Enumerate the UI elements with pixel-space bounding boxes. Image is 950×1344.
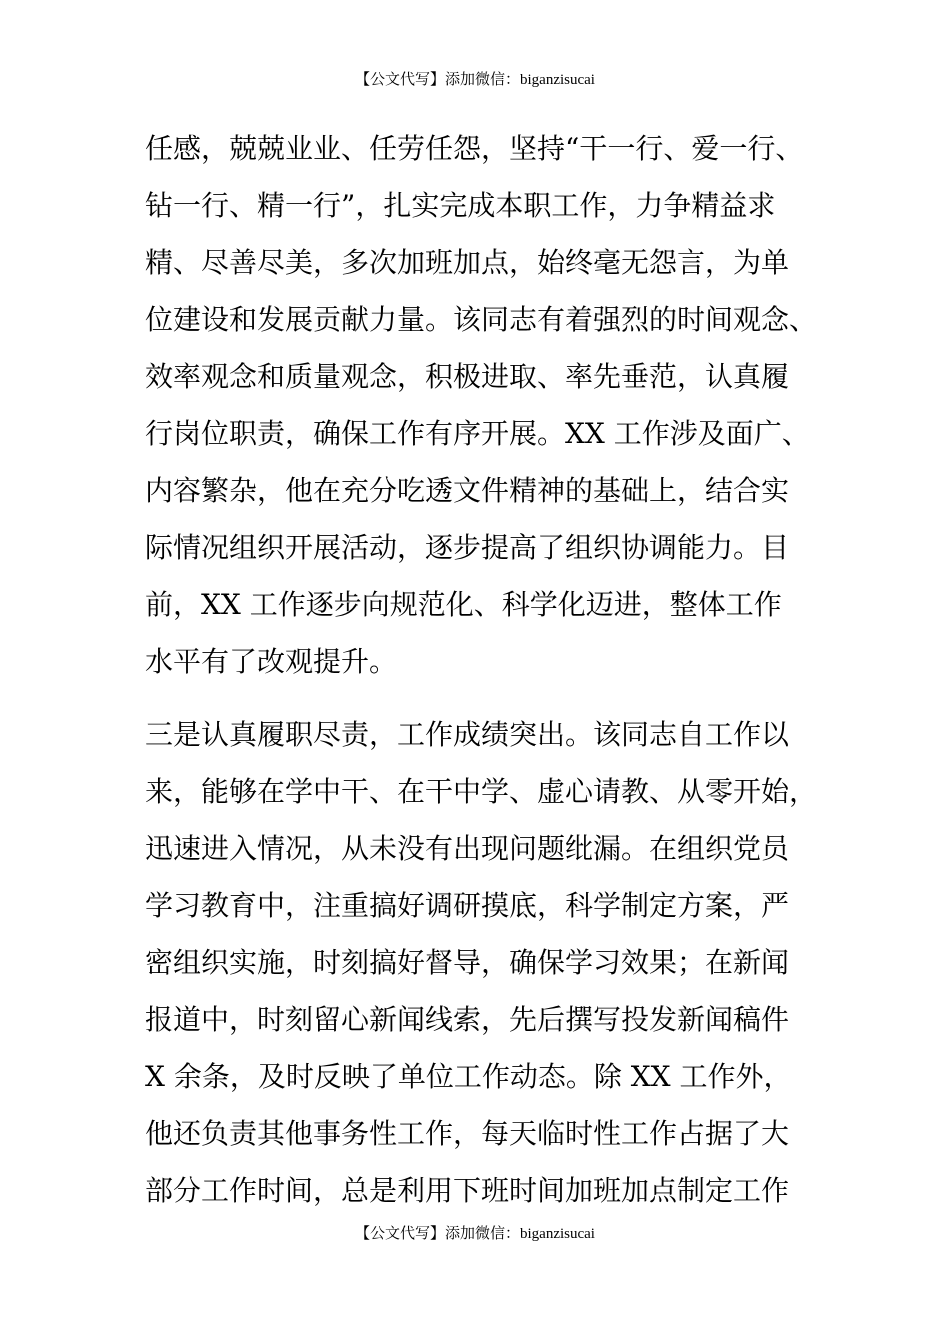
text-line: 部分工作时间，总是利用下班时间加班加点制定工作 (145, 1174, 790, 1207)
text-line: 密组织实施，时刻搞好督导，确保学习效果；在新闻 (145, 946, 790, 979)
text-line: 内容繁杂，他在充分吃透文件精神的基础上，结合实 (145, 474, 790, 507)
text-line: 他还负责其他事务性工作，每天临时性工作占据了大 (145, 1117, 790, 1150)
page-header: 【公文代写】添加微信：biganzisucai (355, 72, 595, 88)
paragraph-1 (145, 120, 845, 690)
text-line: 效率观念和质量观念，积极进取、率先垂范，认真履 (145, 360, 790, 393)
text-line: 任感，兢兢业业、任劳任怨，坚持“干一行、爱一行、 (145, 132, 804, 165)
text-line: 迅速进入情况，从未没有出现问题纰漏。在组织党员 (145, 832, 790, 865)
paragraph-2 (145, 706, 845, 1219)
paragraph-spacer (145, 690, 845, 706)
text-line: 行岗位职责，确保工作有序开展。XX 工作涉及面广、 (145, 417, 810, 450)
text-line: 钻一行、精一行”，扎实完成本职工作，力争精益求 (145, 189, 776, 222)
page-footer: 【公文代写】添加微信：biganzisucai (355, 1226, 595, 1242)
text-line: 来，能够在学中干、在干中学、虚心请教、从零开始， (145, 775, 818, 808)
text-line: 精、尽善尽美，多次加班加点，始终毫无怨言，为单 (145, 246, 790, 279)
text-line: 报道中，时刻留心新闻线索，先后撰写投发新闻稿件 (145, 1003, 790, 1036)
text-line: 学习教育中，注重搞好调研摸底，科学制定方案，严 (145, 889, 790, 922)
text-line: 水平有了改观提升。 (145, 645, 398, 678)
text-line: 前，XX 工作逐步向规范化、科学化迈进，整体工作 (145, 588, 782, 621)
text-line: 位建设和发展贡献力量。该同志有着强烈的时间观念、 (145, 303, 818, 336)
text-line: 三是认真履职尽责，工作成绩突出。该同志自工作以 (145, 718, 790, 751)
document-body (145, 120, 845, 1219)
text-line: X 余条，及时反映了单位工作动态。除 XX 工作外， (145, 1060, 792, 1093)
text-line: 际情况组织开展活动，逐步提高了组织协调能力。目 (145, 531, 790, 564)
